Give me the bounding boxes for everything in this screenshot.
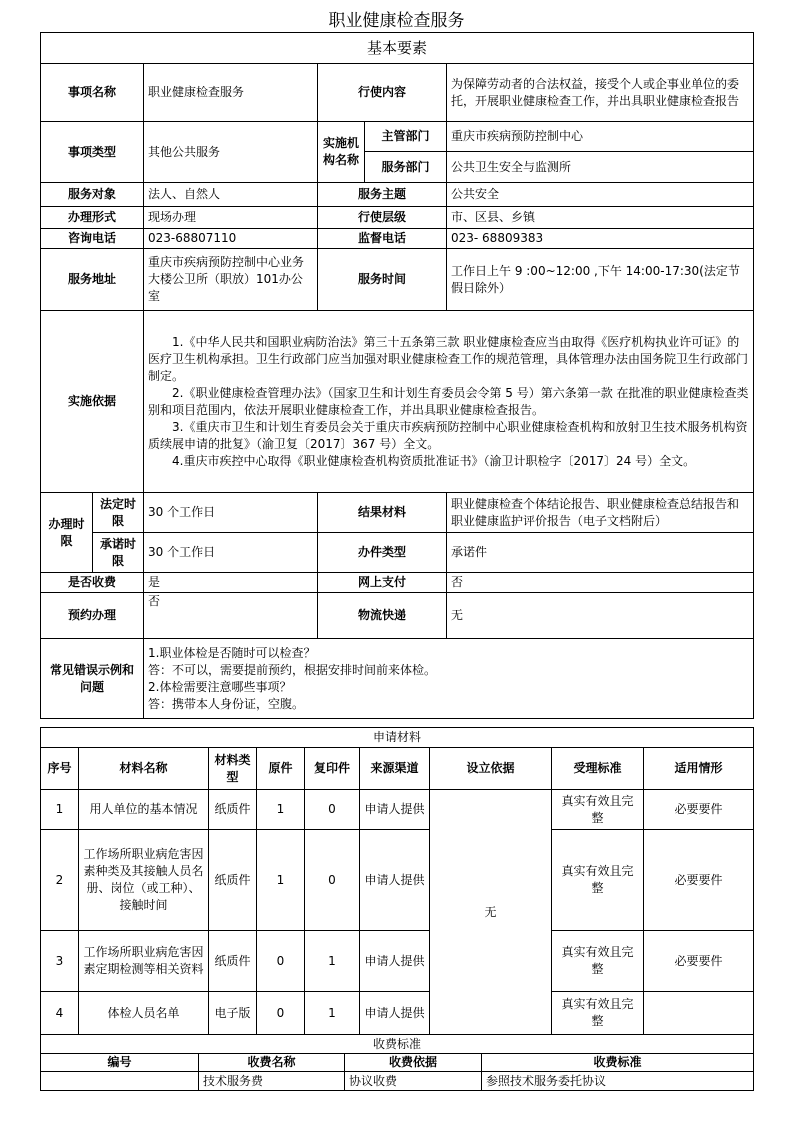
section-fees: 收费标准 xyxy=(41,1035,754,1054)
table-row xyxy=(41,992,754,1035)
appointment-label: 预约办理 xyxy=(41,593,144,639)
col-header: 序号 xyxy=(41,748,79,790)
col-header: 来源渠道 xyxy=(360,748,430,790)
row-name: 体检人员名单 xyxy=(79,992,209,1035)
address-value: 重庆市疾病预防控制中心业务大楼公卫所（职放）101办公室 xyxy=(144,249,318,311)
row-original: 1 xyxy=(257,830,305,931)
hours-value: 工作日上午 9 :00~12:00 ,下午 14:00-17:30(法定节假日除外） xyxy=(447,249,754,311)
row-type: 纸质件 xyxy=(209,790,257,830)
row-type: 纸质件 xyxy=(209,931,257,992)
target-value: 法人、自然人 xyxy=(144,183,318,207)
row-copy: 0 xyxy=(305,790,360,830)
row-standard: 真实有效且完整 xyxy=(552,992,644,1035)
col-header: 复印件 xyxy=(305,748,360,790)
row-name: 工作场所职业病危害因素种类及其接触人员名册、岗位（或工种）、接触时间 xyxy=(79,830,209,931)
row-case: 必要要件 xyxy=(644,830,754,931)
online-pay-label: 网上支付 xyxy=(318,573,447,593)
row-original: 0 xyxy=(257,992,305,1035)
fees-table xyxy=(40,1034,754,1091)
row-copy: 0 xyxy=(305,830,360,931)
table-row xyxy=(41,931,754,992)
appointment-value: 否 xyxy=(144,593,318,639)
basis-item: 1.《中华人民共和国职业病防治法》第三十五条第三款 职业健康检查应当由取得《医疗机构执业许可证》的医疗卫生机构承担。卫生行政部门应当加强对职业健康检查工作的规范管理，具体管理办法由国务院卫生行政部门制定。 xyxy=(148,334,749,383)
row-type: 电子版 xyxy=(209,992,257,1035)
row-no: 4 xyxy=(41,992,79,1035)
basis-item: 3.《重庆市卫生和计划生育委员会关于重庆市疾病预防控制中心职业健康检查机构和放射卫生技术服务机构资质续展申请的批复》（渝卫复〔2017〕367 号）全文。 xyxy=(148,419,748,451)
row-copy: 1 xyxy=(305,992,360,1035)
fee-value: 是 xyxy=(144,573,318,593)
row-case: 必要要件 xyxy=(644,931,754,992)
row-no: 2 xyxy=(41,830,79,931)
logistics-value: 无 xyxy=(447,593,754,639)
logistics-label: 物流快递 xyxy=(318,593,447,639)
row-source: 申请人提供 xyxy=(360,931,430,992)
row-original: 0 xyxy=(257,931,305,992)
time-limit-label: 办理时限 xyxy=(41,493,93,573)
faq-line: 2.体检需要注意哪些事项？ xyxy=(148,679,292,694)
online-pay-value: 否 xyxy=(447,573,754,593)
col-header: 材料类型 xyxy=(209,748,257,790)
legal-limit-label: 法定时限 xyxy=(93,493,144,533)
basis-value: 无 xyxy=(430,790,552,1035)
fee-basis: 协议收费 xyxy=(345,1072,482,1091)
faq-label: 常见错误示例和问题 xyxy=(41,639,144,719)
col-header: 原件 xyxy=(257,748,305,790)
hours-label: 服务时间 xyxy=(318,249,447,311)
row-name: 工作场所职业病危害因素定期检测等相关资料 xyxy=(79,931,209,992)
col-header: 设立依据 xyxy=(430,748,552,790)
target-label: 服务对象 xyxy=(41,183,144,207)
row-copy: 1 xyxy=(305,931,360,992)
faq-line: 答：不可以，需要提前预约，根据安排时间前来体检。 xyxy=(148,662,437,677)
service-dept-label: 服务部门 xyxy=(365,152,447,183)
table-row xyxy=(41,830,754,931)
service-dept-value: 公共卫生安全与监测所 xyxy=(447,152,754,183)
basis-item: 4.重庆市疾控中心取得《职业健康检查机构资质批准证书》（渝卫计职检字〔2017〕24 号）全文。 xyxy=(172,453,696,468)
row-source: 申请人提供 xyxy=(360,830,430,931)
fee-col-header: 编号 xyxy=(41,1054,199,1072)
supervise-phone-value: 023- 68809383 xyxy=(447,229,754,249)
promise-limit-label: 承诺时限 xyxy=(93,533,144,573)
basis-label: 实施依据 xyxy=(41,311,144,493)
faq-content xyxy=(144,639,754,719)
legal-limit-value: 30 个工作日 xyxy=(144,493,318,533)
item-name-label: 事项名称 xyxy=(41,64,144,122)
row-case xyxy=(644,992,754,1035)
row-standard: 真实有效且完整 xyxy=(552,931,644,992)
basis-content xyxy=(144,311,754,493)
result-label: 结果材料 xyxy=(318,493,447,533)
fee-standard: 参照技术服务委托协议 xyxy=(482,1072,754,1091)
col-header: 受理标准 xyxy=(552,748,644,790)
consult-phone-label: 咨询电话 xyxy=(41,229,144,249)
row-source: 申请人提供 xyxy=(360,992,430,1035)
level-value: 市、区县、乡镇 xyxy=(447,207,754,229)
fee-col-header: 收费依据 xyxy=(345,1054,482,1072)
row-standard: 真实有效且完整 xyxy=(552,790,644,830)
consult-phone-value: 023-68807110 xyxy=(144,229,318,249)
fee-col-header: 收费标准 xyxy=(482,1054,754,1072)
case-type-label: 办件类型 xyxy=(318,533,447,573)
row-original: 1 xyxy=(257,790,305,830)
fee-no xyxy=(41,1072,199,1091)
form-label: 办理形式 xyxy=(41,207,144,229)
section-basic: 基本要素 xyxy=(41,33,754,64)
case-type-value: 承诺件 xyxy=(447,533,754,573)
item-type-label: 事项类型 xyxy=(41,122,144,183)
fee-name: 技术服务费 xyxy=(199,1072,345,1091)
col-header: 材料名称 xyxy=(79,748,209,790)
table-row xyxy=(41,790,754,830)
theme-value: 公共安全 xyxy=(447,183,754,207)
row-case: 必要要件 xyxy=(644,790,754,830)
basis-item: 2.《职业健康检查管理办法》（国家卫生和计划生育委员会令第 5 号）第六条第一款 在批准的职业健康检查类别和项目范围内，依法开展职业健康检查工作，并出具职业健康检查报告。 xyxy=(148,385,749,417)
col-header: 适用情形 xyxy=(644,748,754,790)
materials-table xyxy=(40,727,754,1035)
item-name-value: 职业健康检查服务 xyxy=(144,64,318,122)
power-content-value: 为保障劳动者的合法权益，接受个人或企事业单位的委托，开展职业健康检查工作，并出具职业健康检查报告 xyxy=(447,64,754,122)
document-title: 职业健康检查服务 xyxy=(328,11,465,31)
faq-line: 1.职业体检是否随时可以检查？ xyxy=(148,645,316,660)
dept-value: 重庆市疾病预防控制中心 xyxy=(447,122,754,152)
basic-elements-table xyxy=(40,32,754,719)
fee-label: 是否收费 xyxy=(41,573,144,593)
row-no: 1 xyxy=(41,790,79,830)
fee-row xyxy=(41,1072,754,1091)
power-content-label: 行使内容 xyxy=(318,64,447,122)
row-type: 纸质件 xyxy=(209,830,257,931)
form-value: 现场办理 xyxy=(144,207,318,229)
dept-label: 主管部门 xyxy=(365,122,447,152)
section-materials: 申请材料 xyxy=(41,728,754,748)
row-no: 3 xyxy=(41,931,79,992)
supervise-phone-label: 监督电话 xyxy=(318,229,447,249)
address-label: 服务地址 xyxy=(41,249,144,311)
level-label: 行使层级 xyxy=(318,207,447,229)
row-name: 用人单位的基本情况 xyxy=(79,790,209,830)
row-standard: 真实有效且完整 xyxy=(552,830,644,931)
item-type-value: 其他公共服务 xyxy=(144,122,318,183)
row-source: 申请人提供 xyxy=(360,790,430,830)
result-value: 职业健康检查个体结论报告、职业健康检查总结报告和职业健康监护评价报告（电子文档附后） xyxy=(447,493,754,533)
faq-line: 答：携带本人身份证，空腹。 xyxy=(148,696,305,711)
theme-label: 服务主题 xyxy=(318,183,447,207)
promise-limit-value: 30 个工作日 xyxy=(144,533,318,573)
fee-col-header: 收费名称 xyxy=(199,1054,345,1072)
impl-org-label: 实施机构名称 xyxy=(318,122,365,183)
